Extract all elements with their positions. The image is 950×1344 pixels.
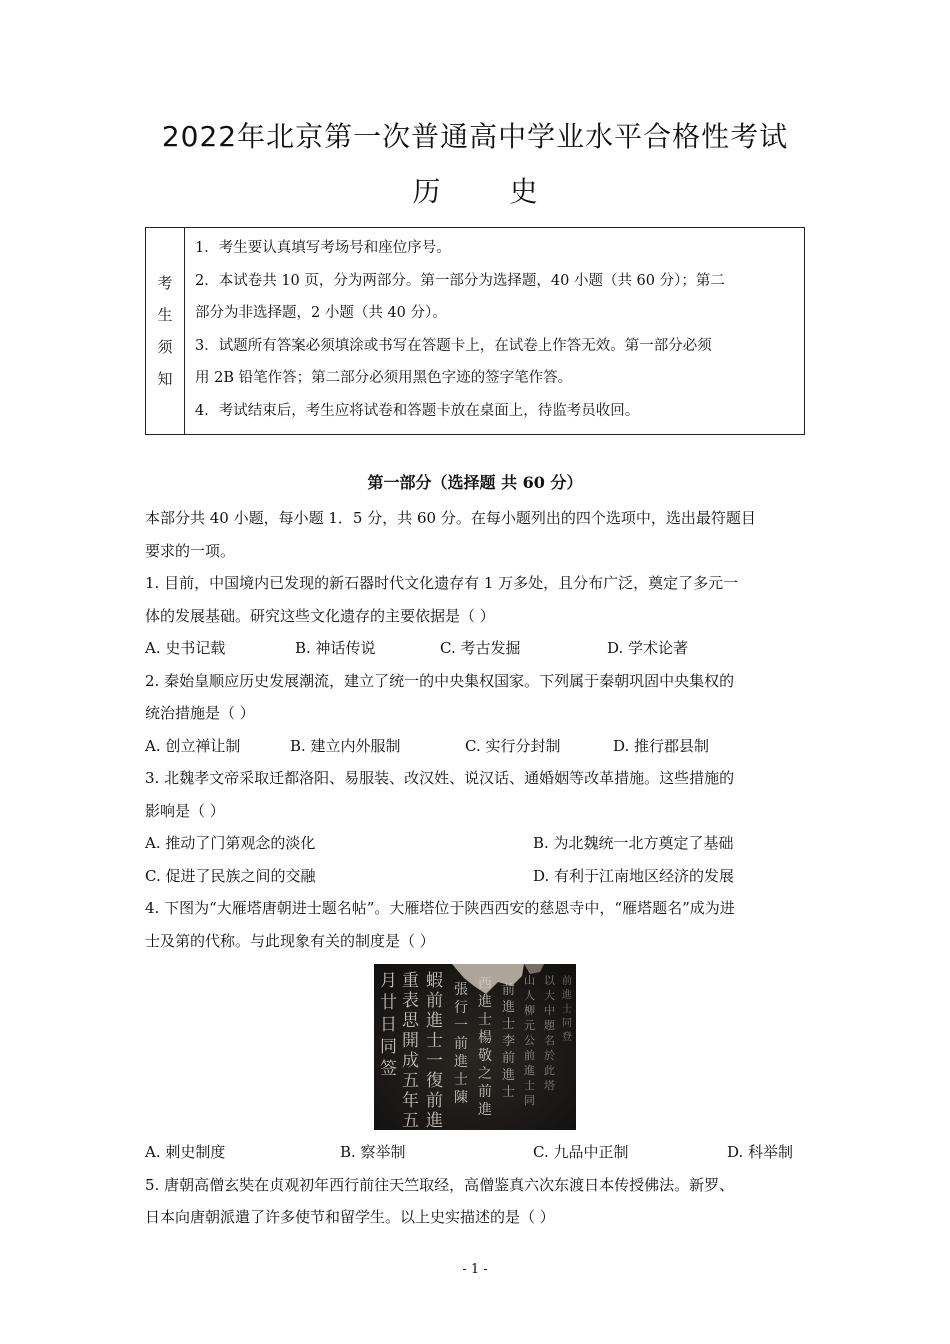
rubbing-column-text: 月廿日同签 bbox=[380, 971, 397, 1079]
option-a: A. 创立禅让制 bbox=[145, 736, 241, 755]
notice-side-char: 考 bbox=[157, 274, 173, 292]
option-b: B. 为北魏统一北方奠定了基础 bbox=[533, 834, 734, 852]
question-3-options bbox=[145, 827, 810, 860]
question-3-options bbox=[145, 860, 810, 893]
option-a: A. 史书记载 bbox=[145, 639, 226, 657]
section-intro-line: 本部分共 40 小题，每小题 1．5 分，共 60 分。在每小题列出的四个选项中，选出最符题目 bbox=[145, 509, 756, 527]
section-heading: 第一部分（选择题 共 60 分） bbox=[367, 473, 583, 492]
option-d: D. 有利于江南地区经济的发展 bbox=[533, 866, 735, 885]
question-1-stem: 体的发展基础。研究这些文化遗存的主要依据是（ ） bbox=[145, 606, 495, 625]
option-c: C. 九品中正制 bbox=[533, 1143, 629, 1161]
rubbing-column-text: 西進士楊敬之前進 bbox=[478, 976, 492, 1118]
option-d: D. 推行郡县制 bbox=[613, 736, 710, 755]
option-a: A. 刺史制度 bbox=[145, 1143, 226, 1161]
notice-line: 用 2B 铅笔作答；第二部分必须用黑色字迹的签字笔作答。 bbox=[195, 370, 573, 386]
notice-side-char: 生 bbox=[157, 306, 173, 324]
option-c: C. 促进了民族之间的交融 bbox=[145, 866, 316, 885]
rubbing-column-text: 張行一前進士陳 bbox=[454, 982, 468, 1106]
question-5-stem: 5. 唐朝高僧玄奘在贞观初年西行前往天竺取经，高僧鉴真六次东渡日本传授佛法。新罗、 bbox=[145, 1175, 735, 1194]
option-d: D. 科举制 bbox=[727, 1143, 794, 1161]
rubbing-column-text: 蝦前進士一復前進 bbox=[426, 971, 443, 1130]
notice-line: 部分为非选择题，2 小题（共 40 分）。 bbox=[195, 305, 447, 321]
question-2-stem: 统治措施是（ ） bbox=[145, 704, 255, 722]
section-intro-line: 要求的一项。 bbox=[145, 541, 236, 560]
exam-title: 2022年北京第一次普通高中学业水平合格性考试 bbox=[161, 120, 789, 153]
notice-line: 4．考试结束后，考生应将试卷和答题卡放在桌面上，待监考员收回。 bbox=[195, 402, 640, 419]
rubbing-column-text: 重表思開成五年五 bbox=[402, 971, 419, 1130]
question-area-continued bbox=[145, 1136, 810, 1234]
option-b: B. 察举制 bbox=[340, 1143, 406, 1161]
option-d: D. 学术论著 bbox=[607, 639, 689, 657]
question-3-stem: 影响是（ ） bbox=[145, 801, 225, 820]
page-number: - 1 - bbox=[462, 1262, 488, 1277]
option-c: C. 考古发掘 bbox=[440, 639, 521, 657]
rubbing-column-text: 山人柳元公前進士同 bbox=[524, 974, 535, 1107]
notice-line: 1．考生要认真填写考场号和座位序号。 bbox=[195, 240, 451, 256]
candidate-notice-box bbox=[145, 227, 805, 435]
question-4-stem: 士及第的代称。与此现象有关的制度是（ ） bbox=[145, 931, 435, 950]
notice-side-char: 知 bbox=[157, 370, 173, 388]
rubbing-column-text: 前進士李前進士 bbox=[502, 983, 516, 1100]
question-3-stem: 3. 北魏孝文帝采取迁都洛阳、易服装、改汉姓、说汉话、通婚姻等改革措施。这些措施的 bbox=[145, 769, 735, 787]
option-c: C. 实行分封制 bbox=[465, 736, 561, 755]
question-1-stem: 1. 目前，中国境内已发现的新石器时代文化遗存有 1 万多处，且分布广泛，奠定了多元一 bbox=[145, 574, 739, 592]
question-1-options bbox=[145, 632, 810, 665]
notice-side-label bbox=[146, 228, 185, 434]
subject-title: 历 史 bbox=[412, 175, 538, 208]
pagoda-inscription-rubbing-image bbox=[374, 964, 576, 1130]
option-b: B. 神话传说 bbox=[295, 639, 376, 657]
notice-body bbox=[185, 228, 804, 434]
question-2-stem: 2. 秦始皇顺应历史发展潮流，建立了统一的中央集权国家。下列属于秦朝巩固中央集权的 bbox=[145, 671, 735, 690]
question-4-stem: 4. 下图为“大雁塔唐朝进士题名帖”。大雁塔位于陕西西安的慈恩寺中，“雁塔题名”成为进 bbox=[145, 899, 735, 917]
notice-line: 3．试题所有答案必须填涂或书写在答题卡上，在试卷上作答无效。第一部分必须 bbox=[195, 337, 712, 354]
question-area bbox=[145, 502, 810, 957]
option-a: A. 推动了门第观念的淡化 bbox=[145, 834, 316, 852]
question-4-options bbox=[145, 1136, 810, 1169]
rubbing-column-text: 前進士同登 bbox=[562, 976, 572, 1043]
notice-side-char: 须 bbox=[157, 338, 173, 356]
rubbing-graphic bbox=[374, 964, 576, 1130]
question-5-stem: 日本向唐朝派遣了许多使节和留学生。以上史实描述的是（ ） bbox=[145, 1208, 555, 1226]
rubbing-column-text: 以大中題名於此塔 bbox=[544, 974, 555, 1092]
question-2-options bbox=[145, 730, 810, 763]
option-b: B. 建立内外服制 bbox=[290, 736, 401, 755]
notice-line: 2．本试卷共 10 页，分为两部分。第一部分为选择题，40 小题（共 60 分）；第二 bbox=[195, 272, 725, 289]
